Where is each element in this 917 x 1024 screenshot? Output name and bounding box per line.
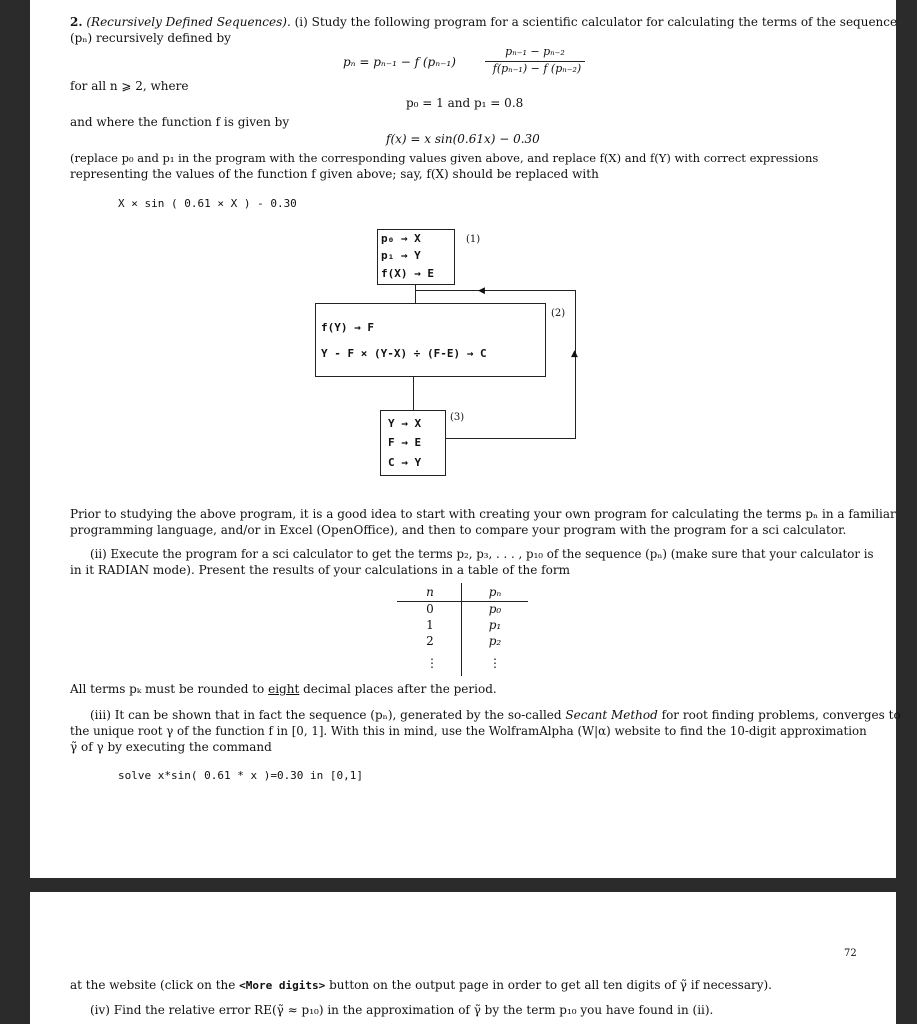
para-ii-line-1: (ii) Execute the program for a sci calculator to get the terms p₂, p₃, . . . , p₁₀ of the sequence (pₙ) (make sure that your calculator is xyxy=(90,547,874,561)
problem-title: (Recursively Defined Sequences). xyxy=(86,15,291,29)
problem-intro-line2: (pₙ) recursively defined by xyxy=(70,31,231,45)
more-digits-code: <More digits> xyxy=(239,979,326,992)
table-row-n: ⋮ xyxy=(426,656,438,670)
flowchart-box-compute xyxy=(315,303,546,377)
page2-line1-b: button on the output page in order to get all ten digits of γ̃ if necessary). xyxy=(325,978,772,992)
loop-right-line xyxy=(575,290,576,439)
problem-intro-text: (i) Study the following program for a scientific calculator for calculating the terms of the sequence xyxy=(290,15,898,29)
flowchart-label-1: (1) xyxy=(466,234,481,245)
para-iii-line-3: γ̃ of γ by executing the command xyxy=(70,740,272,754)
table-row-p: p₀ xyxy=(488,602,502,616)
rounding-before: All terms pₖ must be rounded to xyxy=(70,682,269,696)
flowchart-label-3: (3) xyxy=(450,412,465,423)
para-iii-text-a: (iii) It can be shown that in fact the sequence (pₙ), generated by the so-called xyxy=(90,708,566,722)
equation-denominator: f(pₙ₋₁) − f (pₙ₋₂) xyxy=(492,62,582,75)
table-row-n: 2 xyxy=(426,634,434,648)
connector-2-3 xyxy=(413,376,414,410)
page2-line-1 xyxy=(70,978,772,993)
box3-line-3: C → Y xyxy=(388,456,422,469)
page-number: 72 xyxy=(844,948,857,959)
para-iii-line-1 xyxy=(90,708,901,723)
loop-return-line xyxy=(415,290,575,291)
para-iii-secant: Secant Method xyxy=(565,708,658,722)
box1-line-2: p₁ → Y xyxy=(381,249,421,262)
table-row-n: 1 xyxy=(426,618,434,632)
loop-bottom-line xyxy=(445,438,575,439)
table-row-p: ⋮ xyxy=(489,656,501,670)
arrow-head-left: ◀ xyxy=(478,286,485,296)
code-expression-1: X × sin ( 0.61 × X ) - 0.30 xyxy=(118,197,297,210)
arrow-head-up: ▲ xyxy=(571,349,578,359)
table-column-rule xyxy=(461,583,462,676)
equation-numerator: pₙ₋₁ − pₙ₋₂ xyxy=(505,45,565,58)
page2-line1-a: at the website (click on the xyxy=(70,978,240,992)
document-page-2 xyxy=(30,892,896,1024)
para-prior-line-1: Prior to studying the above program, it is a good idea to start with creating your own program for calculating the terms pₙ in a familiar xyxy=(70,507,896,521)
replace-line-1: (replace p₀ and p₁ in the program with the corresponding values given above, and replace f(X) and f(Y) with correct expressions xyxy=(70,151,819,165)
flowchart-label-2: (2) xyxy=(551,308,566,319)
rounding-after: decimal places after the period. xyxy=(299,682,497,696)
para-iii-text-c: for root finding problems, converges to xyxy=(657,708,901,722)
flowchart-box-init xyxy=(377,229,455,285)
table-row-p: p₂ xyxy=(488,634,502,648)
initial-values: p₀ = 1 and p₁ = 0.8 xyxy=(406,96,524,110)
box2-line-1: f(Y) → F xyxy=(321,321,374,334)
problem-intro xyxy=(70,15,897,30)
table-header-p: pₙ xyxy=(488,585,502,599)
para-iii-line-2: the unique root γ of the function f in [0, 1]. With this in mind, use the WolframAlpha (W|α) website to find the 10-digit approximation xyxy=(70,724,867,738)
box1-line-3: f(X) → E xyxy=(381,267,434,280)
function-definition: f(x) = x sin(0.61x) − 0.30 xyxy=(386,132,540,146)
replace-line-2: representing the values of the function f given above; say, f(X) should be replaced with xyxy=(70,167,599,181)
code-command-2: solve x*sin( 0.61 * x )=0.30 in [0,1] xyxy=(118,769,364,782)
connector-1-2 xyxy=(415,284,416,304)
para-ii-line-2: in it RADIAN mode). Present the results of your calculations in a table of the form xyxy=(70,563,570,577)
page2-line-2: (iv) Find the relative error RE(γ̃ ≈ p₁₀) in the approximation of γ̃ by the term p₁₀ you have found in (ii). xyxy=(90,1003,714,1017)
box3-line-2: F → E xyxy=(388,436,422,449)
problem-number: 2. xyxy=(70,15,83,29)
document-page-1 xyxy=(30,0,901,878)
function-intro: and where the function f is given by xyxy=(70,115,290,129)
flowchart-box-update xyxy=(380,410,446,476)
table-row-p: p₁ xyxy=(488,618,502,632)
box2-line-2: Y - F × (Y-X) ÷ (F-E) → C xyxy=(321,347,487,360)
for-all-text: for all n ⩾ 2, where xyxy=(70,79,189,93)
box1-line-1: p₀ → X xyxy=(381,232,421,245)
rounding-underlined: eight xyxy=(268,682,300,696)
box3-line-1: Y → X xyxy=(388,417,422,430)
rounding-sentence xyxy=(70,682,497,697)
table-row-n: 0 xyxy=(426,602,434,616)
table-header-rule xyxy=(397,601,528,602)
table-header-n: n xyxy=(426,585,434,599)
para-prior-line-2: programming language, and/or in Excel (OpenOffice), and then to compare your program with the program for a sci calculator. xyxy=(70,523,847,537)
equation-lhs: pₙ = pₙ₋₁ − f (pₙ₋₁) xyxy=(343,55,456,69)
